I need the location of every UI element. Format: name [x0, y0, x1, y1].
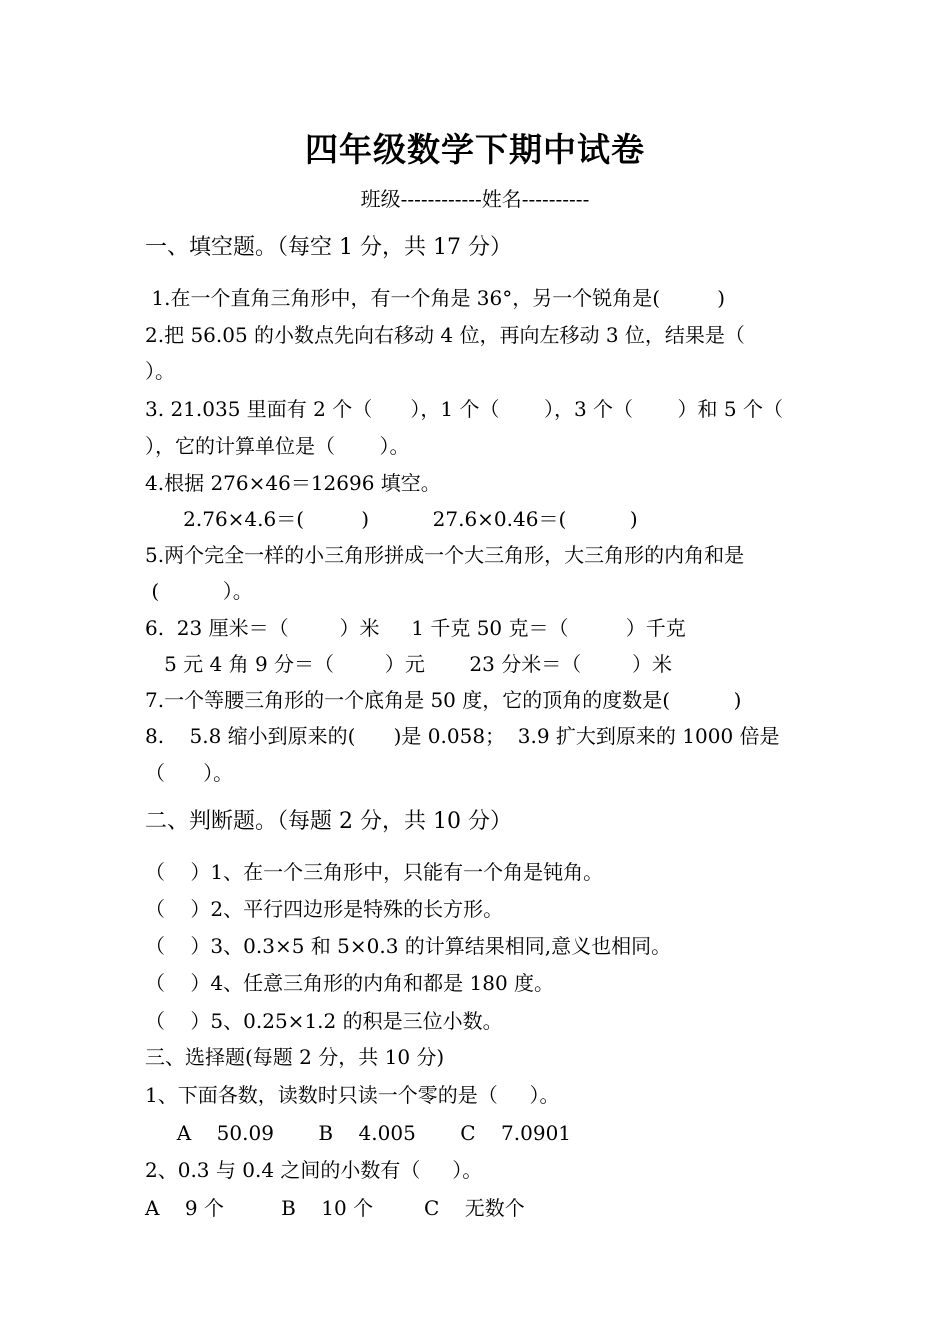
judge-item-1: （ ）1、在一个三角形中，只能有一个角是钝角。 [145, 860, 604, 884]
question-1-4: 4.根据 276×46＝12696 填空。 [145, 471, 441, 495]
question-1-5: 5.两个完全一样的小三角形拼成一个大三角形，大三角形的内角和是 [145, 543, 745, 567]
question-1-3: 3. 21.035 里面有 2 个（ ），1 个（ ），3 个（ ）和 5 个（ [145, 397, 783, 421]
question-1-6-cont: 5 元 4 角 9 分＝（ ）元 23 分米＝（ ）米 [145, 652, 673, 676]
question-1-6: 6. 23 厘米＝（ ）米 1 千克 50 克＝（ ）千克 [145, 616, 686, 640]
judge-item-2: （ ）2、平行四边形是特殊的长方形。 [145, 897, 504, 921]
question-1-5-cont: ( ）。 [145, 579, 253, 603]
class-name-line: 班级------------姓名---------- [360, 187, 590, 211]
judge-item-5: （ ）5、0.25×1.2 的积是三位小数。 [145, 1009, 503, 1033]
choice-question-2-options: A 9 个 B 10 个 C 无数个 [145, 1196, 525, 1220]
section-2-heading: 二、判断题。（每题 2 分，共 10 分） [145, 809, 512, 834]
choice-question-1: 1、下面各数，读数时只读一个零的是（ ）。 [145, 1083, 560, 1107]
question-1-4-sub: 2.76×4.6＝( ) 27.6×0.46＝( ) [145, 507, 638, 531]
question-1-2-cont: ）。 [145, 359, 175, 383]
judge-item-3: （ ）3、0.3×5 和 5×0.3 的计算结果相同,意义也相同。 [145, 934, 672, 958]
question-1-1: 1.在一个直角三角形中，有一个角是 36°，另一个锐角是( ) [145, 286, 726, 310]
choice-question-1-options: A 50.09 B 4.005 C 7.0901 [145, 1121, 572, 1145]
page-title: 四年级数学下期中试卷 [305, 130, 645, 169]
section-1-heading: 一、填空题。（每空 1 分，共 17 分） [145, 235, 512, 260]
question-1-7: 7.一个等腰三角形的一个底角是 50 度，它的顶角的度数是( ) [145, 688, 742, 712]
question-1-2: 2.把 56.05 的小数点先向右移动 4 位，再向左移动 3 位，结果是（ [145, 323, 745, 347]
question-1-8: 8. 5.8 缩小到原来的( )是 0.058； 3.9 扩大到原来的 1000 倍是 [145, 724, 780, 748]
question-1-8-cont: （ ）。 [145, 761, 234, 785]
choice-question-2: 2、0.3 与 0.4 之间的小数有（ ）。 [145, 1158, 483, 1182]
judge-item-4: （ ）4、任意三角形的内角和都是 180 度。 [145, 971, 555, 995]
question-1-3-cont: ），它的计算单位是（ ）。 [145, 434, 410, 458]
section-3-heading: 三、选择题(每题 2 分，共 10 分) [145, 1045, 445, 1069]
